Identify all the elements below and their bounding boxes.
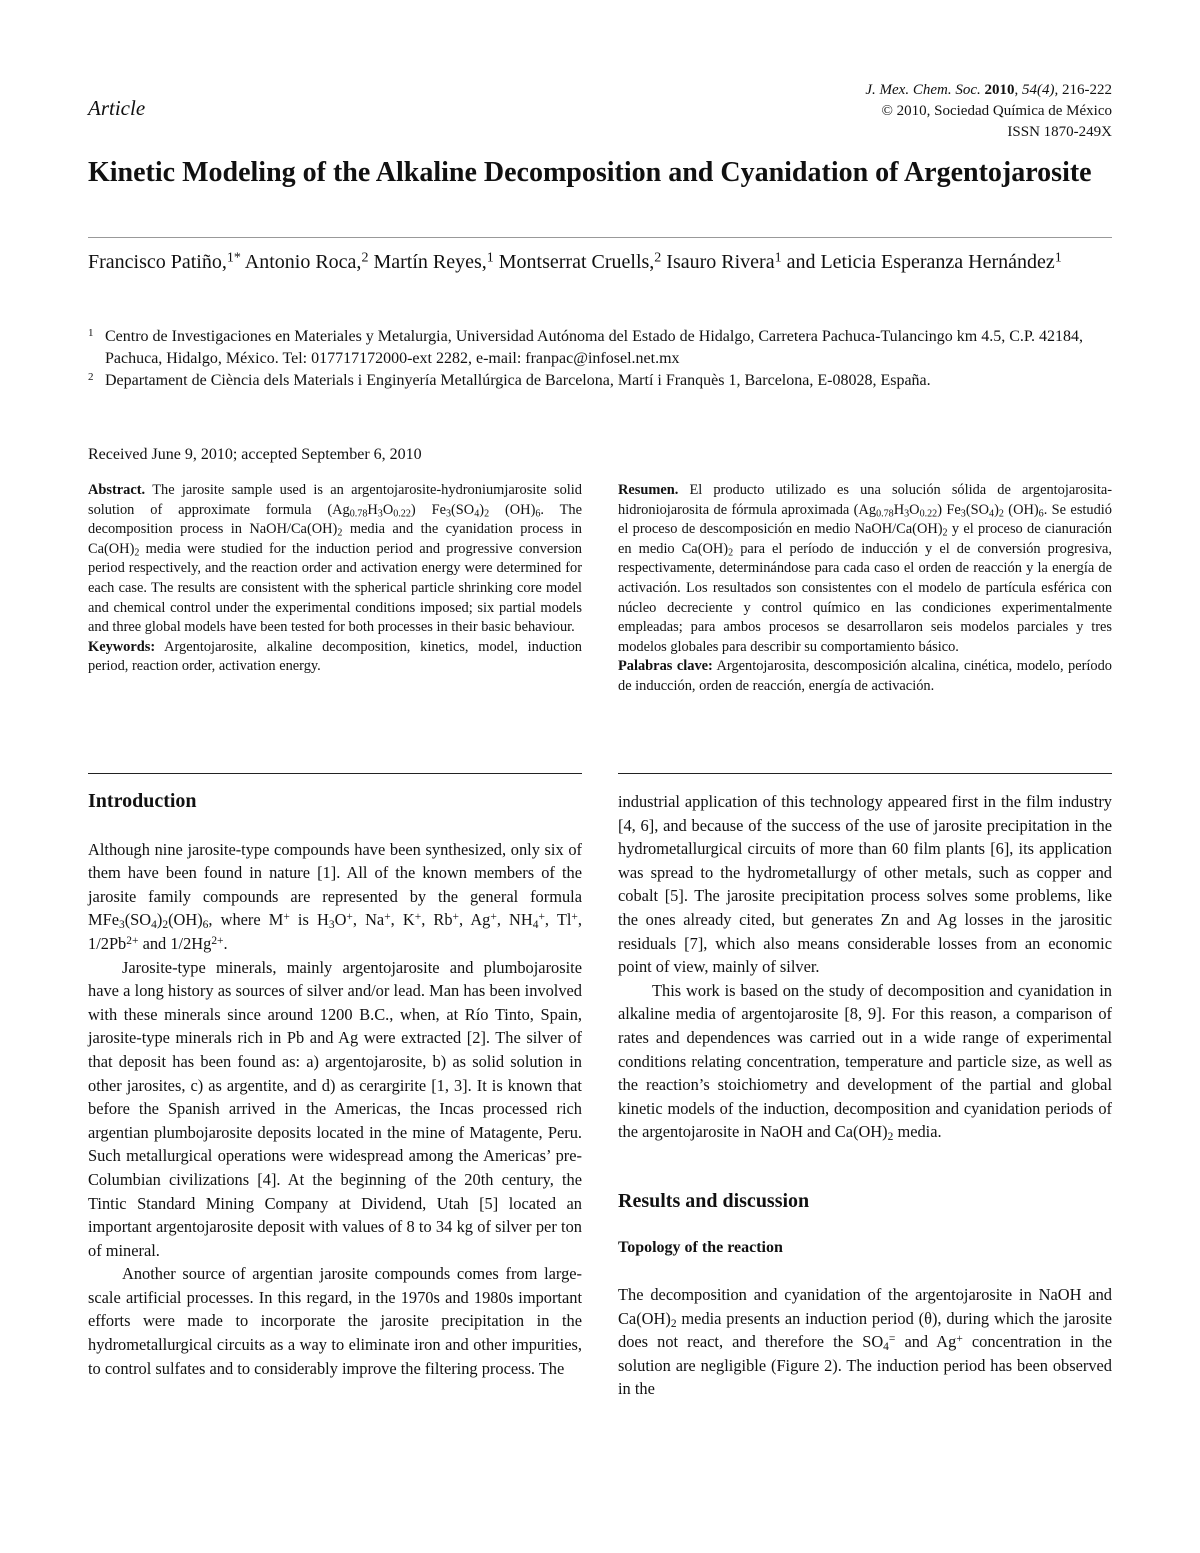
intro-paragraph-2: Jarosite-type minerals, mainly argentojarosite and plumbojarosite have a long history as sources of silver and/or lead. Man has been involved with these minerals since around 1200 B.C., when, at Río Tinto, Spain, jarosite-type minerals rich in Pb and Ag were extracted [2]. The silver of that deposit has been found as: a) argentojarosite, b) as solid solution in other jarosites, c) as argentite, and d) as cerargirite [1, 3]. It is known that before the Spanish arrived in the Americas, the Incas processed rich argentian plumbojarosite deposits located in the mine of Matagente, Peru. Such metallurgical operations were widespread among the Americas’ pre-Columbian civilizations [4]. At the beginning of the 20th century, the Tintic Standard Mining Company at Dividend, Utah [5] located an important argentojarosite deposit with values of 8 to 34 kg of silver per ton of mineral. [88,957,582,1260]
author-affiliation-mark: 2 [361,250,369,266]
abstract-keywords: Keywords: Argentojarosite, alkaline decomposition, kinetics, model, induction period, reaction order, activation energy. [88,638,582,675]
journal-citation [865,80,1112,143]
journal-name: J. Mex. Chem. Soc. [865,82,981,98]
section-heading-introduction: Introduction [88,790,197,812]
subsection-heading-topology: Topology of the reaction [618,1238,783,1256]
author-affiliation-mark: 1 [1054,250,1062,266]
author-affiliation-mark: 1 [486,250,494,266]
paper-title: Kinetic Modeling of the Alkaline Decomposition and Cyanidation of Argentojarosite [88,157,1092,188]
affiliation-number: 1 [88,327,94,339]
abstract-divider-left [88,773,582,774]
intro-paragraph-5: This work is based on the study of decomposition and cyanidation in alkaline media of argentojarosite [8, 9]. For this reason, a comparison of rates and dependences was carried out in a wide range of experimental conditions relating concentration, temperature and particle size, as well as the reaction’s stoichiometry and development of the partial and global kinetic models of the induction, decomposition and cyanidation periods of the argentojarosite in NaOH and $Ca(OH)_2$ media. [618,980,1112,1144]
journal-reference-line: J. Mex. Chem. Soc. 2010, 54(4), 216-222 [865,82,1112,98]
resumen-keywords: Palabras clave: Argentojarosita, descomposición alcalina, cinética, modelo, período de inducción, orden de reacción, energía de activación. [618,658,1112,694]
author-name: Martín Reyes, [373,251,487,273]
abstract-block [88,481,582,677]
resumen-label: Resumen. [618,482,679,498]
author-affiliation-mark: 1* [226,250,241,266]
abstract-label: Abstract. [88,482,146,498]
intro-paragraph-3: Another source of argentian jarosite compounds comes from large-scale artificial processes. In this regard, in the 1970s and 1980s important efforts were made to incorporate the jarosite precipitation in the hydrometallurgical circuits as a way to eliminate iron and other impurities, to control sulfates and to considerably improve the filtering process. The [88,1264,582,1378]
author-name: Francisco Patiño, [88,251,227,273]
author-list [88,248,1118,276]
body-column-right [618,790,1112,1401]
author-name: Antonio Roca, [244,251,362,273]
palabras-clave-label: Palabras clave: [618,658,713,675]
section-heading-results: Results and discussion [618,1189,810,1212]
affiliation-list [88,326,1118,392]
affiliation-text: Departament de Ciència dels Materials i Enginyería Metallúrgica de Barcelona, Martí i Franquès 1, Barcelona, E-08028, España. [105,372,931,389]
author-name: Montserrat Cruells, [498,251,655,273]
journal-volume: 54(4), [1022,82,1059,98]
body-column-left [88,790,582,1380]
journal-pages: 216-222 [1062,82,1112,98]
author-affiliation-mark: 2 [654,250,662,266]
abstract-text: Abstract. The jarosite sample used is an argentojarosite-hydroniumjarosite solid solution of approximate formula $(Ag_{0.78}H_3O_{0.22})$ $Fe_3(SO_4)_2$ $(OH)_6$. The decomposition process in NaOH/$Ca(OH)_2$ media and the cyanidation process in $Ca(OH)_2$ media were studied for the induction period and progressive conversion period respectively, and the reaction order and activation energy were determined for each case. The results are consistent with the spherical particle shrinking core model and chemical control under the experimental conditions imposed; six partial models and three global models have been tested for both processes in their basic behaviour. [88,482,583,636]
author-affiliation-mark: 1 [774,250,782,266]
affiliation-item [88,370,1118,392]
keywords-label: Keywords: [88,638,156,655]
journal-year: 2010 [984,82,1015,98]
results-paragraph-1: The decomposition and cyanidation of the argentojarosite in NaOH and $Ca(OH)_2$ media presents an induction period (θ), during which the jarosite does not react, and therefore the $SO_4^=$ and Ag+ concentration in the solution are negligible (Figure 2). The induction period has been observed in the [618,1285,1112,1399]
intro-paragraph-4: industrial application of this technology appeared first in the film industry [4, 6], and because of the success of the use of jarosite precipitation in the hydrometallurgical circuits of more than 60 film plants [6], its application was spread to the hydrometallurgy of other metals, such as copper and cobalt [5]. The jarosite precipitation process solves some problems, like the ones already cited, but generates Zn and Ag losses in the jarositic residuals [7], which also means considerable losses from an economic point of view, mainly of silver. [618,792,1112,977]
intro-paragraph-1: Although nine jarosite-type compounds have been synthesized, only six of them have been found in nature [1]. All of the known members of the jarosite family compounds are represented by the general formula $MFe_3(SO_4)_2(OH)_6$, where M+ is $H_3O^+$, Na+, K+, Rb+, Ag+, $NH_4^+$, Tl+, $1/2Pb^{2+}$ and $1/2Hg^{2+}$. [88,839,582,953]
journal-copyright: © 2010, Sociedad Química de México [881,103,1112,119]
affiliation-text: Centro de Investigaciones en Materiales y Metalurgia, Universidad Autónoma del Estado de Hidalgo, Carretera Pachuca-Tulancingo km 4.5, C.P. 42184, Pachuca, Hidalgo, México. Tel: 017717172000-ext 2282, e-mail: franpac@infosel.net.mx [105,328,1083,367]
journal-issn: ISSN 1870-249X [1007,124,1112,140]
abstract-divider-right [618,773,1112,774]
affiliation-item [88,326,1118,370]
affiliation-number: 2 [88,371,94,383]
received-dates: Received June 9, 2010; accepted September 6, 2010 [88,446,422,463]
article-type-label: Article [88,96,146,120]
author-name: Isauro Rivera [666,251,775,273]
title-divider [88,237,1112,238]
resumen-block [618,481,1112,697]
resumen-text: Resumen. El producto utilizado es una solución sólida de argentojarosita-hidroniojarosita de fórmula aproximada $(Ag_{0.78}H_3O_{0.22})$ $Fe_3(SO_4)_2$ $(OH)_6$. Se estudió el proceso de descomposición en medio NaOH/$Ca(OH)_2$ y el proceso de cianuración en medio $Ca(OH)_2$ para el período de inducción y el de conversión progresiva, respectivamente, determinándose para cada caso el orden de reacción y la energía de activación. Los resultados son consistentes con el modelo de partícula esférica con núcleo decreciente y control químico en las condiciones experimentalmente empleadas; para ambos procesos se desarrollaron seis modelos parciales y tres modelos globales para describir su comportamiento básico. [618,482,1113,655]
author-name: and Leticia Esperanza Hernández [786,251,1055,273]
